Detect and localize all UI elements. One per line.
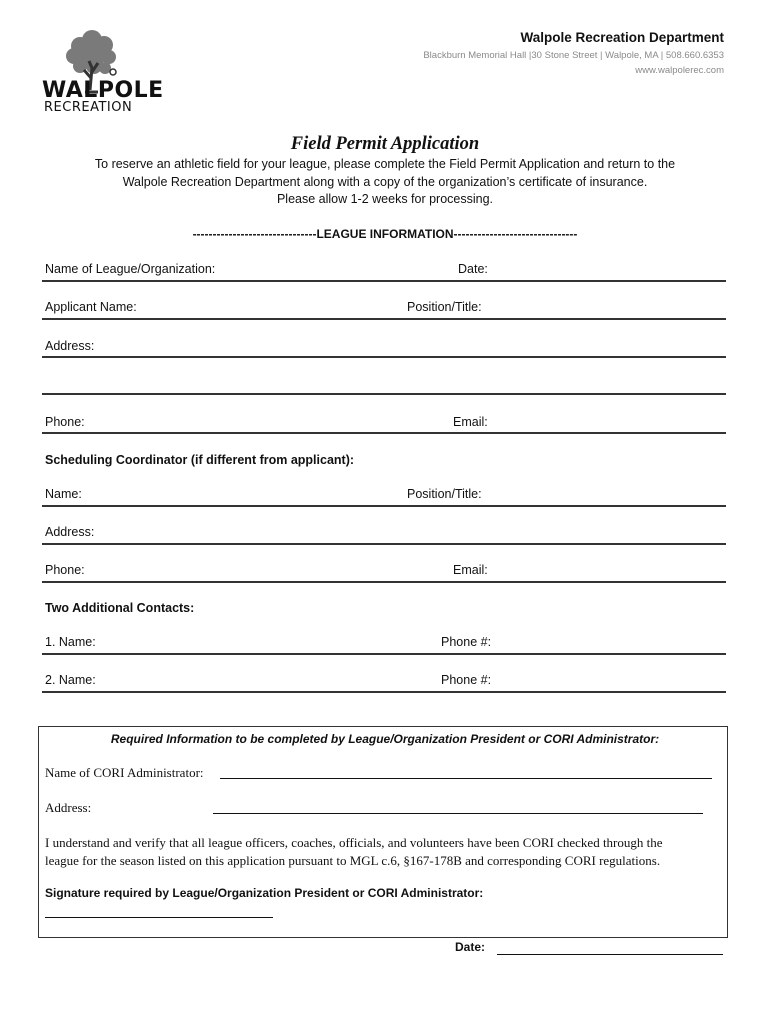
contact-2-name-label: 2. Name: (45, 673, 96, 687)
contact-2-phone-label: Phone #: (441, 673, 492, 687)
phone-label: Phone: (45, 415, 85, 429)
contact-1-field[interactable] (42, 653, 726, 655)
address-field-line-1[interactable] (42, 356, 726, 358)
cori-statement-line-2: league for the season listed on this application pursuant to MGL c.6, §167-178B and corresponding CORI regulations. (45, 853, 661, 868)
cori-address-field[interactable] (213, 801, 703, 814)
address-field-line-2[interactable] (42, 393, 726, 395)
cori-address-label: Address: (45, 800, 92, 815)
cori-admin-name-row (45, 765, 204, 781)
org-website: www.walpolerec.com (635, 65, 724, 76)
coordinator-name-field[interactable] (42, 505, 726, 507)
league-name-field[interactable] (42, 280, 726, 282)
cori-heading: Required Information to be completed by League/Organization President or CORI Administrator: (110, 732, 660, 746)
intro-line-3: Please allow 1-2 weeks for processing. (276, 192, 494, 206)
section-heading-league-information: -------------------------------LEAGUE INFORMATION------------------------------- (192, 227, 578, 241)
org-address: Blackburn Memorial Hall |30 Stone Street | Walpole, MA | 508.660.6353 (423, 50, 724, 61)
logo-wordmark-walpole: WALPOLE (42, 78, 164, 103)
page-title: Field Permit Application (290, 134, 480, 154)
cori-statement-line-1: I understand and verify that all league officers, coaches, officials, and volunteers have been CORI checked through the (45, 835, 663, 850)
scheduling-coordinator-heading: Scheduling Coordinator (if different from applicant): (45, 453, 355, 467)
contact-1-name-label: 1. Name: (45, 635, 96, 649)
additional-contacts-heading: Two Additional Contacts: (45, 601, 195, 615)
applicant-name-label: Applicant Name: (45, 300, 137, 314)
coordinator-email-label: Email: (453, 563, 488, 577)
phone-field[interactable] (42, 432, 726, 434)
cori-date-label: Date: (455, 940, 486, 954)
signature-label: Signature required by League/Organization President or CORI Administrator: (45, 886, 484, 900)
coordinator-address-label: Address: (45, 525, 95, 539)
contact-2-field[interactable] (42, 691, 726, 693)
coordinator-phone-field[interactable] (42, 581, 726, 583)
cori-admin-name-label: Name of CORI Administrator: (45, 765, 204, 780)
league-name-label: Name of League/Organization: (45, 262, 216, 276)
cori-date-field[interactable] (497, 942, 723, 955)
cori-admin-name-field[interactable] (220, 766, 712, 779)
coordinator-address-field[interactable] (42, 543, 726, 545)
signature-field[interactable] (45, 905, 273, 918)
coordinator-name-label: Name: (45, 487, 82, 501)
coordinator-position-label: Position/Title: (407, 487, 482, 501)
applicant-name-field[interactable] (42, 318, 726, 320)
intro-line-1: To reserve an athletic field for your league, please complete the Field Permit Application and return to the (94, 157, 676, 171)
email-label: Email: (453, 415, 488, 429)
intro-line-2: Walpole Recreation Department along with a copy of the organization’s certificate of insurance. (122, 174, 648, 189)
address-label: Address: (45, 339, 95, 353)
position-title-label: Position/Title: (407, 300, 482, 314)
contact-1-phone-label: Phone #: (441, 635, 492, 649)
cori-statement (45, 834, 663, 870)
date-label: Date: (458, 262, 488, 276)
logo-wordmark-recreation: RECREATION (44, 100, 133, 115)
intro-text (60, 156, 710, 209)
coordinator-phone-label: Phone: (45, 563, 85, 577)
org-name: Walpole Recreation Department (520, 30, 724, 45)
